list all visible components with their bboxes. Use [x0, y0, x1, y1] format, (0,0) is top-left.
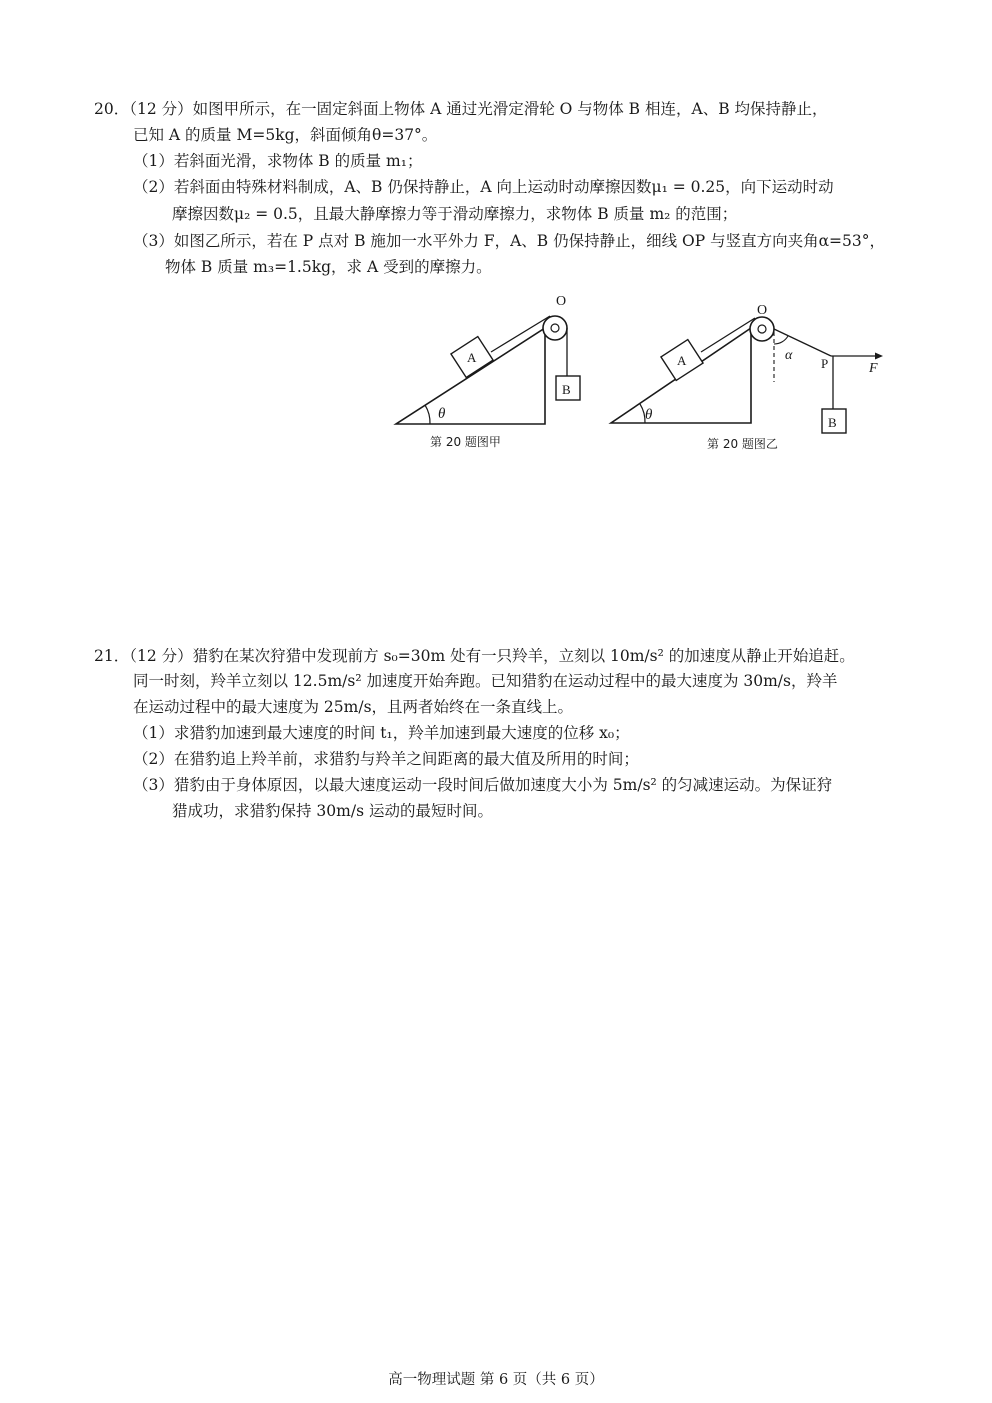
- q20-number: 20．: [94, 100, 130, 118]
- q21-part2: （2）在猎豹追上羚羊前，求猎豹与羚羊之间距离的最大值及所用的时间；: [133, 750, 639, 768]
- block-a-label: A: [677, 353, 687, 368]
- q20-line1: [94, 98, 828, 120]
- q20-part2-line1: （2）若斜面由特殊材料制成，A、B 仍保持静止，A 向上运动时动摩擦因数μ₁ = 0.25，向下运动时动: [133, 178, 834, 196]
- q20-stem-line1: 如图甲所示，在一固定斜面上物体 A 通过光滑定滑轮 O 与物体 B 相连，A、B 均保持静止，: [192, 100, 828, 118]
- q21-line1: [94, 645, 855, 667]
- figure-20-b: [605, 292, 895, 462]
- block-b-label: B: [828, 415, 837, 430]
- q20-part3-line1: （3）如图乙所示，若在 P 点对 B 施加一水平外力 F，A、B 仍保持静止，细线 OP 与竖直方向夹角α=53°，: [133, 232, 886, 250]
- page-footer: 高一物理试题 第 6 页（共 6 页）: [388, 1372, 604, 1388]
- alpha-label: α: [785, 348, 793, 363]
- q21-stem-line2: 同一时刻，羚羊立刻以 12.5m/s² 加速度开始奔跑。已知猎豹在运动过程中的最大速度为 30m/s，羚羊: [133, 672, 838, 690]
- block-a: [451, 337, 493, 378]
- theta-label: θ: [645, 407, 653, 423]
- figure-20-a: [390, 290, 600, 460]
- q21-part1: （1）求猎豹加速到最大速度的时间 t₁，羚羊加速到最大速度的位移 x₀；: [133, 724, 630, 742]
- q20-part1: （1）若斜面光滑，求物体 B 的质量 m₁；: [133, 152, 423, 170]
- alpha-arc: [774, 336, 788, 344]
- pulley-label: O: [556, 294, 567, 309]
- rope-a: [491, 316, 550, 352]
- q20-part2-line2: 摩擦因数μ₂ = 0.5，且最大静摩擦力等于滑动摩擦力，求物体 B 质量 m₂ 的范围；: [172, 205, 738, 223]
- rope-op: [774, 329, 831, 356]
- block-a: [661, 340, 703, 381]
- q21-stem-line1: 猎豹在某次狩猎中发现前方 s₀=30m 处有一只羚羊，立刻以 10m/s² 的加速度从静止开始追赶。: [192, 647, 855, 665]
- q21-number: 21．: [94, 647, 130, 665]
- figure-b-caption: 第 20 题图乙: [707, 437, 778, 451]
- q20-score: （12 分）: [129, 100, 193, 118]
- theta-label: θ: [438, 406, 446, 422]
- q20-part3-line2: 物体 B 质量 m₃=1.5kg，求 A 受到的摩擦力。: [165, 258, 492, 276]
- q21-part3-line2: 猎成功，求猎豹保持 30m/s 运动的最短时间。: [172, 802, 493, 820]
- q21-part3-line1: （3）猎豹由于身体原因，以最大速度运动一段时间后做加速度大小为 5m/s² 的匀减速运动。为保证狩: [133, 776, 833, 794]
- q20-stem-line2: 已知 A 的质量 M=5kg，斜面倾角θ=37°。: [133, 126, 438, 144]
- q21-score: （12 分）: [129, 647, 193, 665]
- angle-arc: [425, 405, 430, 424]
- force-f-label: F: [869, 361, 878, 376]
- pulley-label: O: [757, 303, 768, 318]
- block-b-label: B: [562, 382, 571, 397]
- point-p-label: P: [821, 356, 829, 371]
- rope-a: [701, 318, 755, 352]
- block-a-label: A: [467, 350, 477, 365]
- figure-a-caption: 第 20 题图甲: [430, 435, 501, 449]
- q21-stem-line3: 在运动过程中的最大速度为 25m/s，且两者始终在一条直线上。: [133, 698, 574, 716]
